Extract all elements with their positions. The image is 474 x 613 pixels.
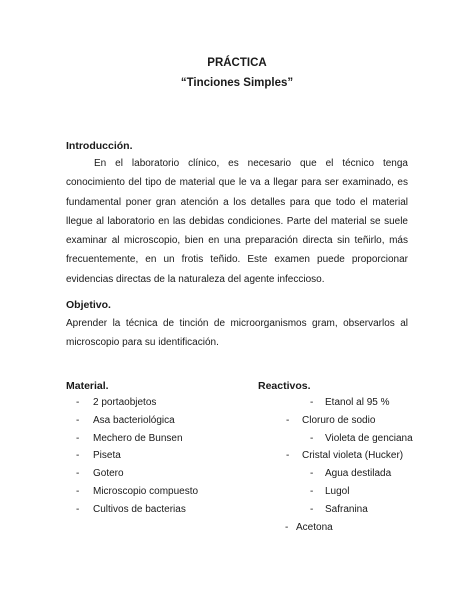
list-bullet-dash: - (76, 432, 80, 444)
list-bullet-dash: - (310, 397, 314, 408)
document-subtitle: “Tinciones Simples” (180, 77, 294, 89)
objetivo-text: Aprender la técnica de tinción de microorganismos gram, observarlos al microscopio para su identificación. (66, 318, 408, 349)
list-bullet-dash: - (310, 432, 314, 444)
material-item-text: 2 portaobjetos (93, 397, 157, 408)
list-bullet-dash: - (76, 450, 80, 462)
reactivo-item-text: Etanol al 95 % (325, 397, 390, 408)
reactivo-item-text: Acetona (296, 521, 333, 533)
list-bullet-dash: - (76, 397, 80, 408)
document-title: PRÁCTICA (207, 57, 267, 69)
reactivo-item-text: Violeta de genciana (325, 432, 413, 444)
material-item-text: Asa bacteriológica (93, 414, 175, 426)
reactivo-item-text: Agua destilada (325, 468, 392, 480)
reactivo-item-text: Safranina (325, 503, 368, 515)
material-item-text: Cultivos de bacterias (93, 503, 186, 515)
material-heading: Material. (66, 380, 109, 392)
introduccion-text: En el laboratorio clínico, es necesario que el técnico tenga conocimiento del tipo de material que le va a llegar para ser examinado, es fundamental poner gran atención a los detalles para que todo el material llegue al laboratorio en las debidas condiciones. Parte del material se suele examinar al microscopio, bien en una preparación directa sin teñirlo, más frecuentemente, en un frotis teñido. Este examen puede proporcionar evidencias directas de la naturaleza del agente infeccioso. (66, 158, 408, 285)
list-bullet-dash: - (286, 450, 290, 462)
material-item-text: Piseta (93, 450, 121, 462)
list-bullet-dash: - (76, 414, 80, 426)
list-bullet-dash: - (286, 414, 290, 426)
list-bullet-dash: - (76, 485, 80, 497)
material-item-text: Gotero (93, 468, 124, 480)
reactivo-item-text: Cloruro de sodio (302, 414, 376, 426)
list-bullet-dash: - (285, 521, 289, 533)
reactivo-item-text: Cristal violeta (Hucker) (302, 450, 404, 462)
list-bullet-dash: - (310, 485, 314, 497)
list-bullet-dash: - (76, 468, 80, 480)
list-bullet-dash: - (76, 503, 80, 515)
objetivo-heading: Objetivo. (66, 299, 111, 311)
introduccion-heading: Introducción. (66, 140, 133, 152)
reactivo-item-text: Lugol (325, 485, 350, 497)
material-item-text: Microscopio compuesto (93, 485, 199, 497)
reactivos-heading: Reactivos. (258, 380, 311, 392)
list-bullet-dash: - (310, 468, 314, 480)
list-bullet-dash: - (310, 503, 314, 515)
material-item-text: Mechero de Bunsen (93, 432, 183, 444)
